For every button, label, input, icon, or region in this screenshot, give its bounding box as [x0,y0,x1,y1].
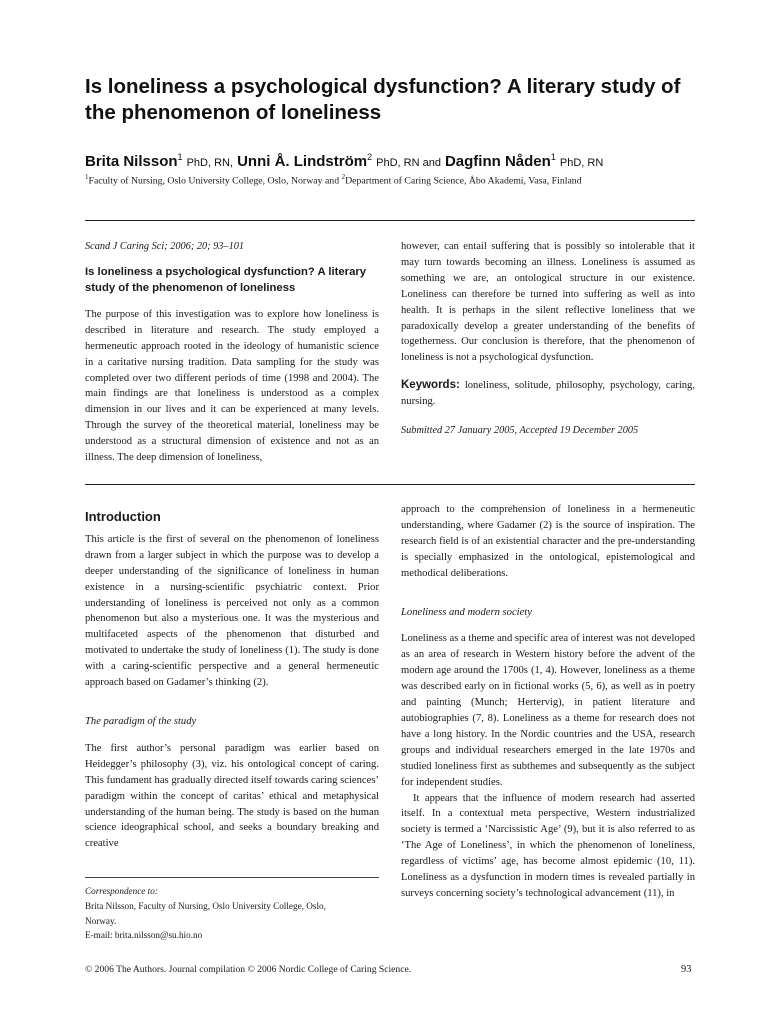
keywords-list: loneliness, solitude, philosophy, psychology, caring, nursing. [401,380,696,408]
author-list [85,152,725,170]
author-name: Brita Nilsson [85,152,178,170]
correspondence-line: Brita Nilsson, Faculty of Nursing, Oslo University College, Oslo, [85,900,326,911]
author-degree: PhD, RN and [376,156,441,169]
body-divider [85,484,695,485]
body-paragraph: It appears that the influence of modern research had asserted itself. In a contextual meta perspective, Western industrialized society is termed a ‘Narcissistic Age’ (9), but it is also referred to as ‘The Age of Loneliness’, in which the phenomenon of loneliness, regardless of victims’ age, has become almost epidemic (10, 11). Loneliness as a dysfunction in modern times is revealed partially in surveys concerning society’s technological advancement (11), in [401,792,695,899]
submission-dates: Submitted 27 January 2005, Accepted 19 December 2005 [401,425,639,437]
body-paragraph: The first author’s personal paradigm was earlier based on Heidegger’s philosophy (3), viz. his ontological concept of caring. This fundament has gradually directed itself towards caring sciences’ paradigm within the concept of caritas’ ethical and metaphysical understanding of the human being. The study is based on the human science ideographical school, and seeks a boundary breaking and creative [85,742,379,850]
affiliation-text: Faculty of Nursing, Oslo University College, Oslo, Norway and [88,175,342,187]
body-paragraph: This article is the first of several on the phenomenon of loneliness drawn from a larger subject in which the purpose was to develop a deeper understanding of the significance of loneliness in human existence in a nursing-scientific psychiatric context. Prior understanding of loneliness is perceived not only as a common phenomenon but also a mysterious one. It was the mysterious and multifaceted aspects of the phenomenon that disturbed and motivated to undertake the study of loneliness (1). The study is done with a caring-scientific perspective and a general hermeneutic approach based on Gadamer’s thinking (2). [85,533,379,689]
page-number: 93 [681,964,692,975]
author-affiliation-mark: 1 [550,152,556,162]
body-paragraph: Loneliness as a theme and specific area of interest was not developed as an area of research in Western history before the advent of the modern age around the 1700s (1, 4). However, loneliness as a theme was described early on in fictional works (5, 6), as well as in poetry and painting (Munch; Hertervig), in patient literature and autobiographies (7, 8). Loneliness as a theme for research does not have a long history. In the Nordic countries and the USA, research groups and individual researchers emerged in the late 1970s and studied loneliness first as subthemes and subsequently as the subject for independent studies. [401,633,695,788]
section-heading-introduction: Introduction [85,509,161,524]
keywords [401,378,695,410]
abstract-right-column [401,239,695,439]
body-right-column [401,502,695,902]
author-degree: PhD, RN [559,156,604,169]
affiliation-mark: 1 [85,173,89,181]
keywords-label: Keywords: [401,379,460,392]
abstract-left-column [85,239,379,466]
correspondence-label: Correspondence to: [85,886,158,896]
abstract-paragraph: however, can entail suffering that is possibly so intolerable that it may turn towards becoming an illness. Loneliness is assumed as something we are, an ontological structure in our existence. Loneliness can therefore be turned into suffering as well as into health. It is perhaps in the silent reflective loneliness that we paradoxically develop a greater understanding of the benefits of togetherness. Our conclusion is therefore, that the phenomenon of loneliness is not a psychological dysfunction. [401,241,695,364]
body-left-column [85,509,379,852]
author-affiliation-mark: 2 [367,152,373,162]
correspondence-email: E-mail: brita.nilsson@su.hio.no [85,930,203,941]
author-affiliation-mark: 1 [177,152,183,162]
journal-reference: Scand J Caring Sci; 2006; 20; 93–101 [85,241,245,252]
author-degree: PhD, RN, [186,156,234,169]
footnote-divider [85,877,379,878]
affiliation-text: Department of Caring Science, Åbo Akademi, Vasa, Finland [345,175,582,187]
body-paragraph: approach to the comprehension of loneliness in a hermeneutic understanding, where Gadamer (2) is the source of inspiration. The research field is of an existential character and the pre-understanding is specially emphasized in the ontological, epistemological and methodical deliberations. [401,504,695,579]
author-name: Unni Å. Lindström [237,152,368,170]
abstract-title: Is loneliness a psychological dysfunction? A literary study of the phenomenon of loneliness [85,265,367,294]
author-name: Dagfinn Nåden [444,152,551,170]
abstract-paragraph: The purpose of this investigation was to explore how loneliness is described in literature and research. The study employed a hermeneutic approach rooted in the ideology of humanistic science in a caritative nursing tradition. Data sampling for the study was completed over two different periods of time (1998 and 2004). The main findings are that loneliness is understood as a complex dimension in our lives and it can be experienced at many levels. Through the survey of the theoretical material, loneliness may be understood as a structural dimension of existence and not as an illness. The deep dimension of loneliness, [85,308,379,464]
subsection-heading-paradigm: The paradigm of the study [85,715,197,727]
abstract-top-divider [85,220,695,221]
correspondence-note [85,884,385,943]
affiliation-mark: 2 [341,173,346,181]
correspondence-line: Norway. [85,915,117,926]
copyright-footer: © 2006 The Authors. Journal compilation © 2006 Nordic College of Caring Science. [85,964,412,975]
subsection-heading-modern-society: Loneliness and modern society [401,606,532,618]
article-title: Is loneliness a psychological dysfunction? A literary study of the phenomenon of loneliness [85,75,681,124]
affiliations [85,173,725,186]
